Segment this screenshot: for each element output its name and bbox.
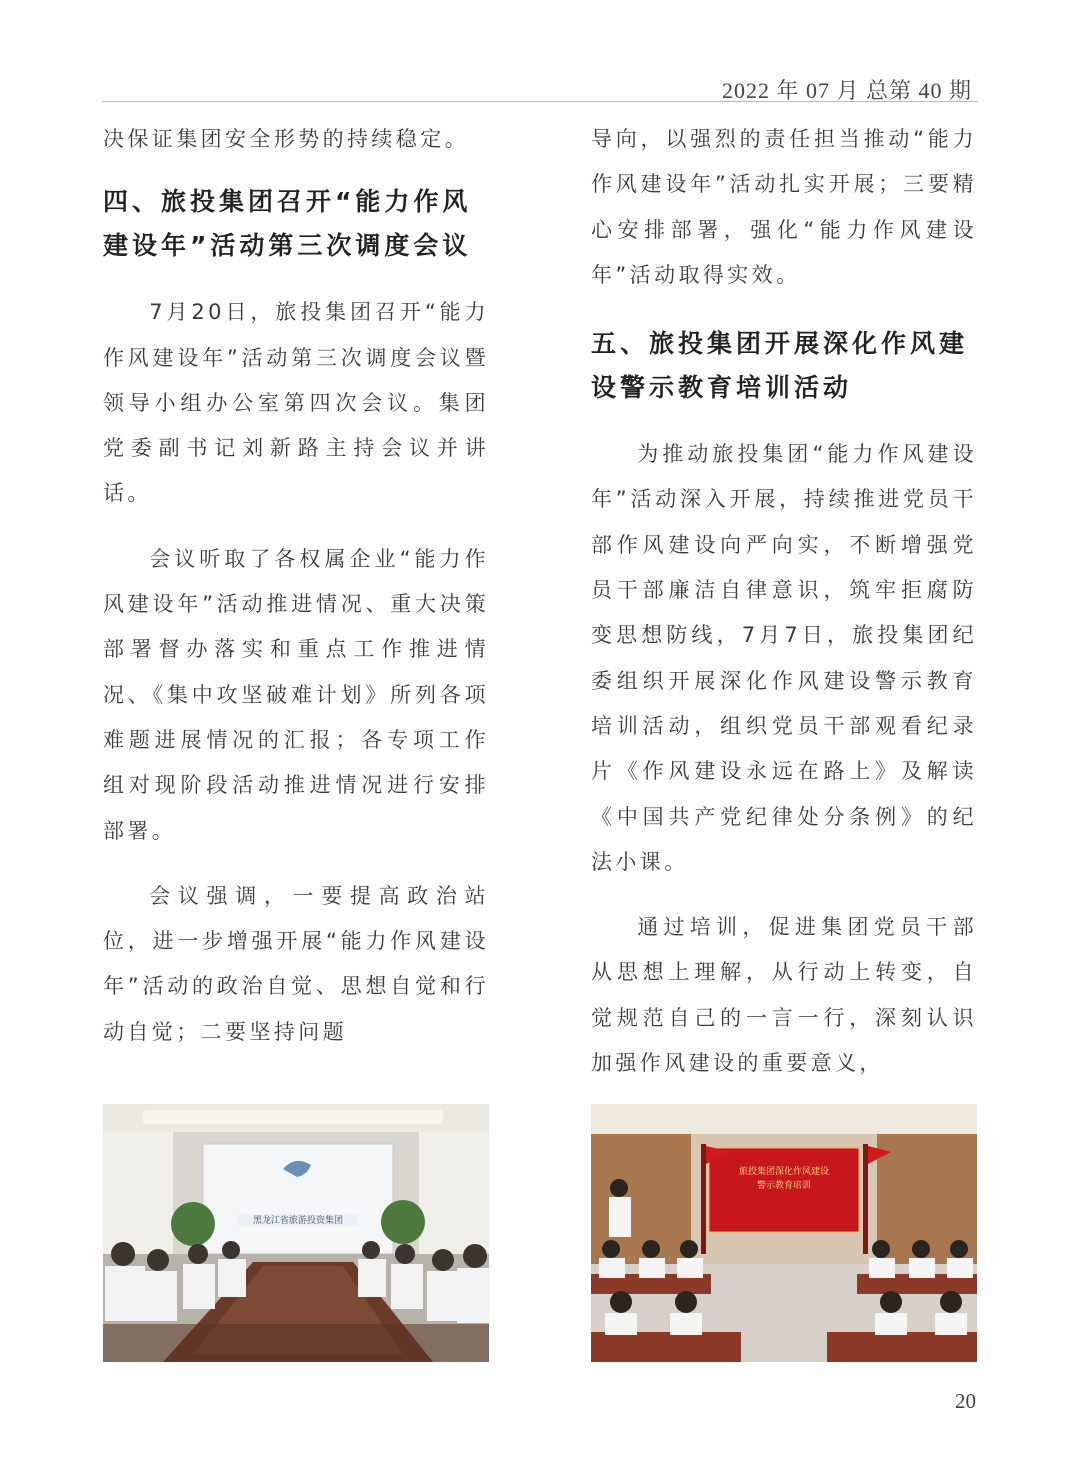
company-sign-text: 黑龙江省旅游投资集团 (252, 1216, 344, 1226)
paragraph-training-intro: 为推动旅投集团“能力作风建设年”活动深入开展，持续推进党员干部作风建设向严向实，不断增强党员干部廉洁自律意识，筑牢拒腐防变思想防线，7月7日，旅投集团纪委组织开展深化作风建设警示教育培训活动，组织党员干部观看纪录片《作风建设永远在路上》及解读《中国共产党纪律处分条例》的纪法小课。 (591, 442, 977, 874)
left-column (103, 117, 489, 1055)
paragraph-meeting-report: 会议听取了各权属企业“能力作风建设年”活动推进情况、重大决策部署督办落实和重点工作推进情况、《集中攻坚破难计划》所列各项难题进展情况的汇报；各专项工作组对现阶段活动推进情况进行安排部署。 (103, 546, 489, 843)
paragraph-meeting-intro: 7月20日，旅投集团召开“能力作风建设年”活动第三次调度会议暨领导小组办公室第四次会议。集团党委副书记刘新路主持会议并讲话。 (103, 300, 489, 506)
page-number: 20 (955, 1389, 976, 1413)
right-column (591, 117, 977, 1086)
meeting-room-photo (103, 1104, 489, 1362)
paragraph-continuation: 导向，以强烈的责任担当推动“能力作风建设年”活动扎实开展；三要精心安排部署，强化“能力作风建设年”活动取得实效。 (591, 127, 977, 287)
paragraph-meeting-emphasis: 会议强调，一要提高政治站位，进一步增强开展“能力作风建设年”活动的政治自觉、思想自觉和行动自觉；二要坚持问题 (103, 883, 489, 1044)
banner-title-line1: 旅投集团深化作风建设 (738, 1167, 830, 1177)
section-4-heading: 四、旅投集团召开“能力作风建设年”活动第三次调度会议 (103, 187, 472, 261)
header-divider (102, 101, 978, 102)
banner-title-line2: 警示教育培训 (756, 1181, 812, 1191)
training-hall-photo (591, 1104, 977, 1362)
paragraph-continuation: 决保证集团安全形势的持续稳定。 (103, 127, 469, 151)
paragraph-training-result: 通过培训，促进集团党员干部从思想上理解，从行动上转变，自觉规范自己的一言一行，深刻认识加强作风建设的重要意义， (591, 915, 977, 1076)
issue-header: 2022 年 07 月 总第 40 期 (721, 78, 972, 103)
section-5-heading: 五、旅投集团开展深化作风建设警示教育培训活动 (591, 329, 969, 403)
